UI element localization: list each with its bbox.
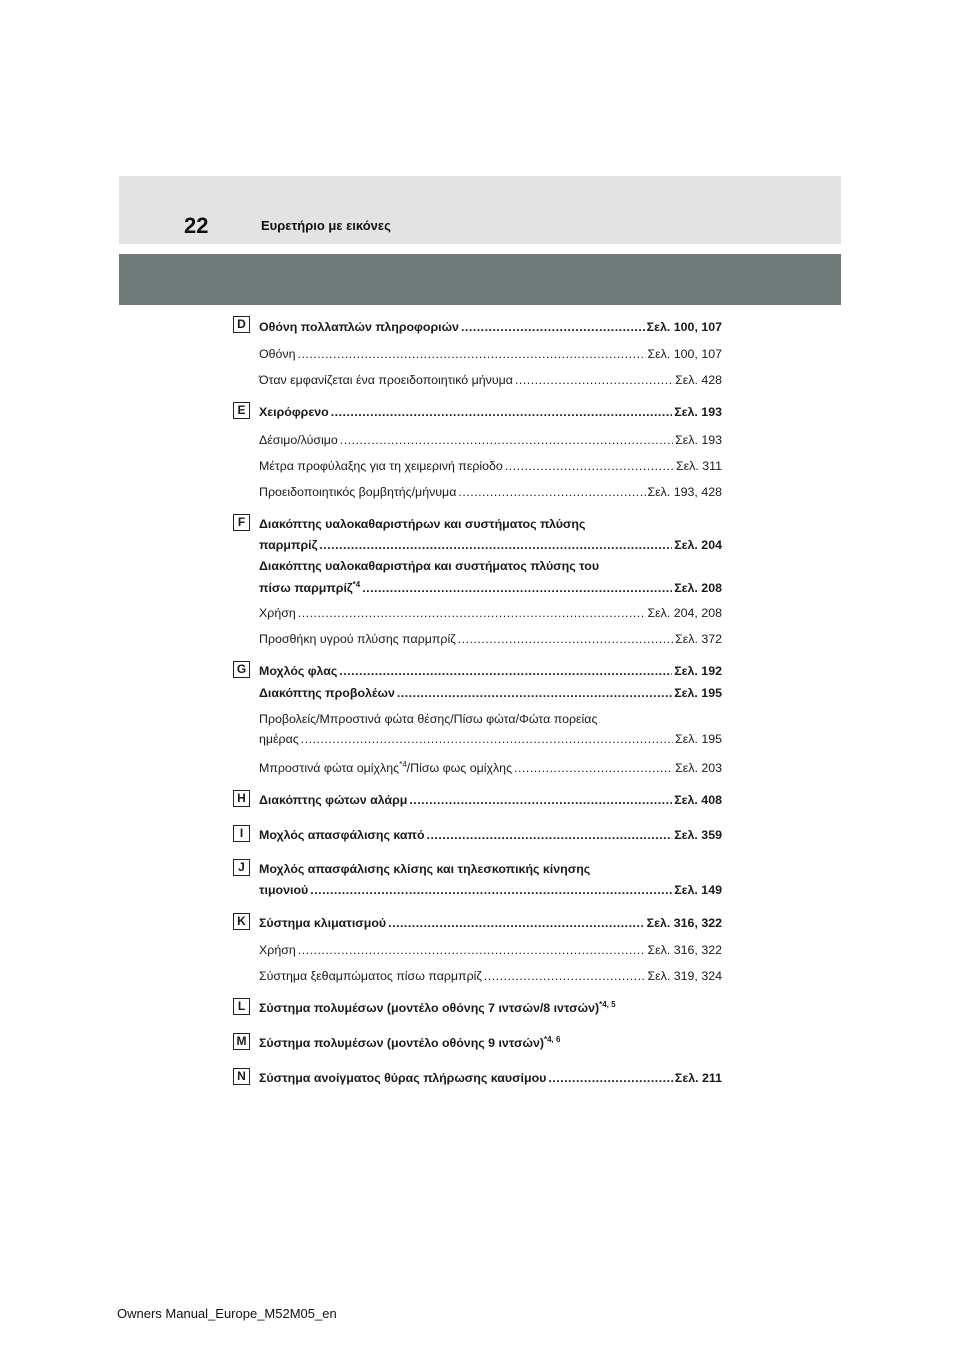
index-subentry bbox=[259, 432, 722, 448]
entry-page: Σελ. 211 bbox=[674, 1071, 722, 1085]
index-subentry bbox=[259, 711, 722, 747]
entry-label: Διακόπτης προβολέων bbox=[259, 686, 395, 700]
index-entry bbox=[259, 1000, 722, 1016]
entry-page: Σελ. 193 bbox=[675, 433, 722, 447]
entry-label: Προειδοποιητικός βομβητής/μήνυμα bbox=[259, 485, 457, 499]
entry-page: Σελ. 193, 428 bbox=[647, 485, 722, 499]
entry-label: /Πίσω φως ομίχλης bbox=[406, 761, 513, 775]
entry-page: Σελ. 428 bbox=[675, 373, 722, 387]
footer-text: Owners Manual_Europe_M52M05_en bbox=[117, 1306, 337, 1321]
section-letter-k: K bbox=[233, 913, 250, 930]
entry-label: Χρήση bbox=[259, 943, 296, 957]
entry-label: Σύστημα πολυμέσων (μοντέλο οθόνης 7 ιντσών/8 ιντσών) bbox=[259, 1001, 600, 1015]
entry-label: Σύστημα πολυμέσων (μοντέλο οθόνης 9 ιντσών) bbox=[259, 1036, 544, 1050]
entry-label: Μοχλός φλας bbox=[259, 664, 338, 678]
entry-label: Μπροστινά φώτα ομίχλης bbox=[259, 761, 400, 775]
index-subentry bbox=[259, 458, 722, 474]
entry-label: Όταν εμφανίζεται ένα προειδοποιητικό μήνυμα bbox=[259, 373, 513, 387]
footnote-marker: *4 bbox=[399, 760, 407, 769]
entry-page: Σελ. 204 bbox=[674, 538, 722, 552]
index-entry bbox=[259, 792, 722, 808]
entry-label-line: Μοχλός απασφάλισης κλίσης και τηλεσκοπικής κίνησης bbox=[259, 862, 591, 876]
index-subentry bbox=[259, 346, 722, 362]
entry-page: Σελ. 204, 208 bbox=[647, 606, 722, 620]
index-subentry bbox=[259, 372, 722, 388]
entry-page: Σελ. 372 bbox=[675, 632, 722, 646]
entry-label: Προσθήκη υγρού πλύσης παρμπρίζ bbox=[259, 632, 456, 646]
entry-label: τιμονιού bbox=[259, 883, 309, 897]
entry-label: Σύστημα ξεθαμπώματος πίσω παρμπρίζ bbox=[259, 969, 482, 983]
entry-label-line: Διακόπτης υαλοκαθαριστήρα και συστήματος πλύσης του bbox=[259, 559, 600, 573]
entry-page: Σελ. 203 bbox=[675, 761, 722, 775]
entry-page: Σελ. 316, 322 bbox=[646, 916, 722, 930]
entry-label: Δέσιμο/λύσιμο bbox=[259, 433, 338, 447]
footnote-marker: *4 bbox=[352, 580, 361, 589]
entry-label: Σύστημα κλιματισμού bbox=[259, 916, 387, 930]
index-entry bbox=[259, 861, 722, 898]
entry-label: Μέτρα προφύλαξης για τη χειμερινή περίοδο bbox=[259, 459, 503, 473]
section-letter-l: L bbox=[233, 998, 250, 1015]
section-letter-n: N bbox=[233, 1068, 250, 1085]
index-entry bbox=[259, 827, 722, 843]
page-title: Ευρετήριο με εικόνες bbox=[261, 218, 391, 233]
index-entry bbox=[259, 915, 722, 931]
entry-label: Οθόνη πολλαπλών πληροφοριών bbox=[259, 320, 459, 334]
section-band bbox=[119, 254, 841, 305]
index-subentry bbox=[259, 760, 722, 776]
index-entry bbox=[259, 516, 722, 553]
footnote-marker: *4, 6 bbox=[543, 1035, 561, 1044]
entry-label: Οθόνη bbox=[259, 347, 296, 361]
entry-page: Σελ. 408 bbox=[674, 793, 722, 807]
section-letter-h: H bbox=[233, 790, 250, 807]
index-entry bbox=[259, 663, 722, 679]
header-bar bbox=[119, 176, 841, 244]
index-subentry bbox=[259, 942, 722, 958]
entry-label: Μοχλός απασφάλισης καπό bbox=[259, 828, 425, 842]
footnote-marker: *4, 5 bbox=[599, 1000, 616, 1009]
entry-page: Σελ. 208 bbox=[674, 581, 722, 595]
index-entry bbox=[259, 404, 722, 420]
entry-label: Χρήση bbox=[259, 606, 296, 620]
index-entry bbox=[259, 319, 722, 335]
section-letter-m: M bbox=[233, 1033, 250, 1050]
entry-page: Σελ. 319, 324 bbox=[647, 969, 722, 983]
index-subentry bbox=[259, 605, 722, 621]
entry-label-line: Προβολείς/Μπροστινά φώτα θέσης/Πίσω φώτα/Φώτα πορείας bbox=[259, 712, 598, 726]
entry-page: Σελ. 195 bbox=[675, 732, 722, 746]
section-letter-i: I bbox=[233, 825, 250, 842]
section-letter-e: E bbox=[233, 402, 250, 419]
index-entry bbox=[259, 1070, 722, 1086]
page-number: 22 bbox=[184, 213, 209, 238]
index-entry bbox=[259, 685, 722, 701]
index-entry bbox=[259, 558, 722, 596]
index-subentry bbox=[259, 631, 722, 647]
entry-label: Σύστημα ανοίγματος θύρας πλήρωσης καυσίμου bbox=[259, 1071, 547, 1085]
section-letter-f: F bbox=[233, 514, 250, 531]
entry-page: Σελ. 149 bbox=[674, 883, 722, 897]
section-letter-g: G bbox=[233, 661, 250, 678]
entry-label: Χειρόφρενο bbox=[259, 405, 329, 419]
entry-label: ημέρας bbox=[259, 732, 299, 746]
entry-page: Σελ. 100, 107 bbox=[647, 347, 722, 361]
entry-label: παρμπρίζ bbox=[259, 538, 318, 552]
index-subentry bbox=[259, 484, 722, 500]
entry-page: Σελ. 316, 322 bbox=[647, 943, 722, 957]
section-letter-j: J bbox=[233, 859, 250, 876]
entry-page: Σελ. 359 bbox=[674, 828, 722, 842]
index-entry bbox=[259, 1035, 722, 1051]
entry-page: Σελ. 192 bbox=[674, 664, 722, 678]
entry-page: Σελ. 195 bbox=[674, 686, 722, 700]
index-subentry bbox=[259, 968, 722, 984]
entry-label: Διακόπτης φώτων αλάρμ bbox=[259, 793, 408, 807]
entry-page: Σελ. 100, 107 bbox=[646, 320, 722, 334]
section-letter-d: D bbox=[233, 316, 250, 333]
entry-page: Σελ. 193 bbox=[674, 405, 722, 419]
entry-page: Σελ. 311 bbox=[675, 459, 722, 473]
entry-label: πίσω παρμπρίζ bbox=[259, 581, 353, 595]
entry-label-line: Διακόπτης υαλοκαθαριστήρων και συστήματος πλύσης bbox=[259, 517, 586, 531]
